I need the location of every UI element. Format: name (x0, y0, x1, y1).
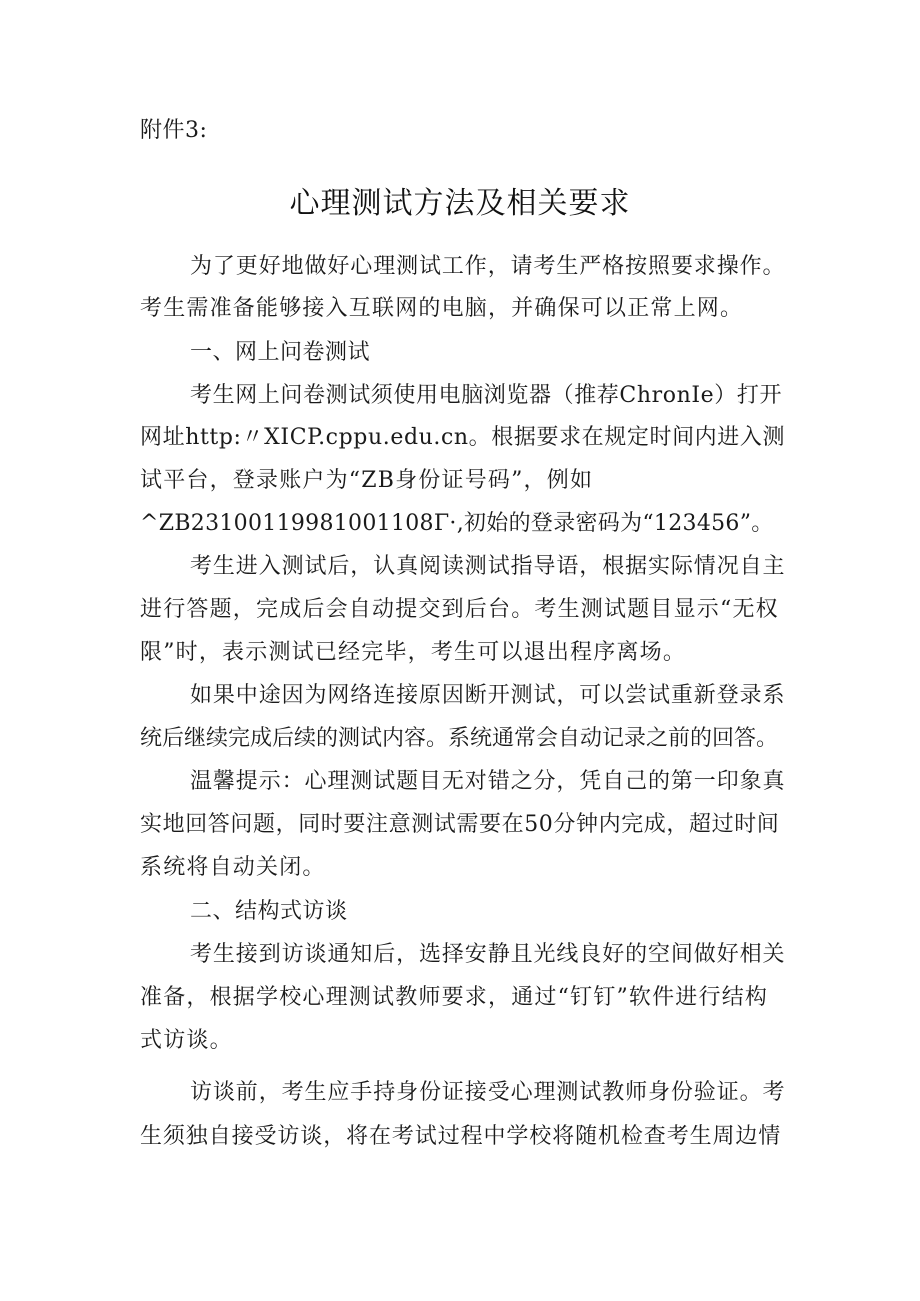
s1-p4-line-2: 实地回答问题，同时要注意测试需要在50分钟内完成，超过时间 (140, 812, 780, 837)
s1-p2-line-2: 进行答题，完成后会自动提交到后台。考生测试题目显示“无权 (140, 597, 779, 622)
s2-p1-line-1: 考生接到访谈通知后，选择安静且光线良好的空间做好相关 (190, 942, 786, 967)
s1-p1-line-4: ^ZB23100119981001108Γ·,初始的登录密码为“123456”。 (140, 511, 774, 536)
attachment-label: 附件3: (140, 118, 208, 143)
s1-p2-line-1: 考生进入测试后，认真阅读测试指导语，根据实际情况自主 (190, 554, 786, 579)
section1-heading: 一、网上问卷测试 (190, 340, 371, 365)
intro-line-2: 考生需准备能够接入互联网的电脑，并确保可以正常上网。 (140, 296, 744, 321)
s1-p3-line-2: 统后继续完成后续的测试内容。系统通常会自动记录之前的回答。 (140, 726, 779, 751)
s1-p1-line-3: 试平台，登录账户为“ZB身份证号码”，例如 (140, 468, 594, 493)
section2-heading: 二、结构式访谈 (190, 899, 348, 924)
document-title: 心理测试方法及相关要求 (289, 186, 631, 221)
s2-p2-line-1: 访谈前，考生应手持身份证接受心理测试教师身份验证。考 (190, 1080, 786, 1105)
intro-line-1: 为了更好地做好心理测试工作，请考生严格按照要求操作。 (190, 254, 786, 279)
s2-p1-line-3: 式访谈。 (140, 1028, 233, 1053)
s1-p1-line-1: 考生网上问卷测试须使用电脑浏览器（推荐ChronIe）打开 (190, 383, 783, 408)
s1-p4-line-3: 系统将自动关闭。 (140, 855, 326, 880)
s1-p3-line-1: 如果中途因为网络连接原因断开测试，可以尝试重新登录系 (190, 683, 786, 708)
s1-p1-line-2: 网址http:〃XICP.cppu.edu.cn。根据要求在规定时间内进入测 (140, 425, 786, 450)
s1-p4-line-1: 温馨提示：心理测试题目无对错之分，凭自己的第一印象真 (190, 769, 786, 794)
s2-p2-line-2: 生须独自接受访谈，将在考试过程中学校将随机检查考生周边情 (140, 1124, 782, 1149)
s2-p1-line-2: 准备，根据学校心理测试教师要求，通过“钉钉”软件进行结构 (140, 985, 769, 1010)
s1-p2-line-3: 限”时，表示测试已经完毕，考生可以退出程序离场。 (140, 640, 687, 665)
